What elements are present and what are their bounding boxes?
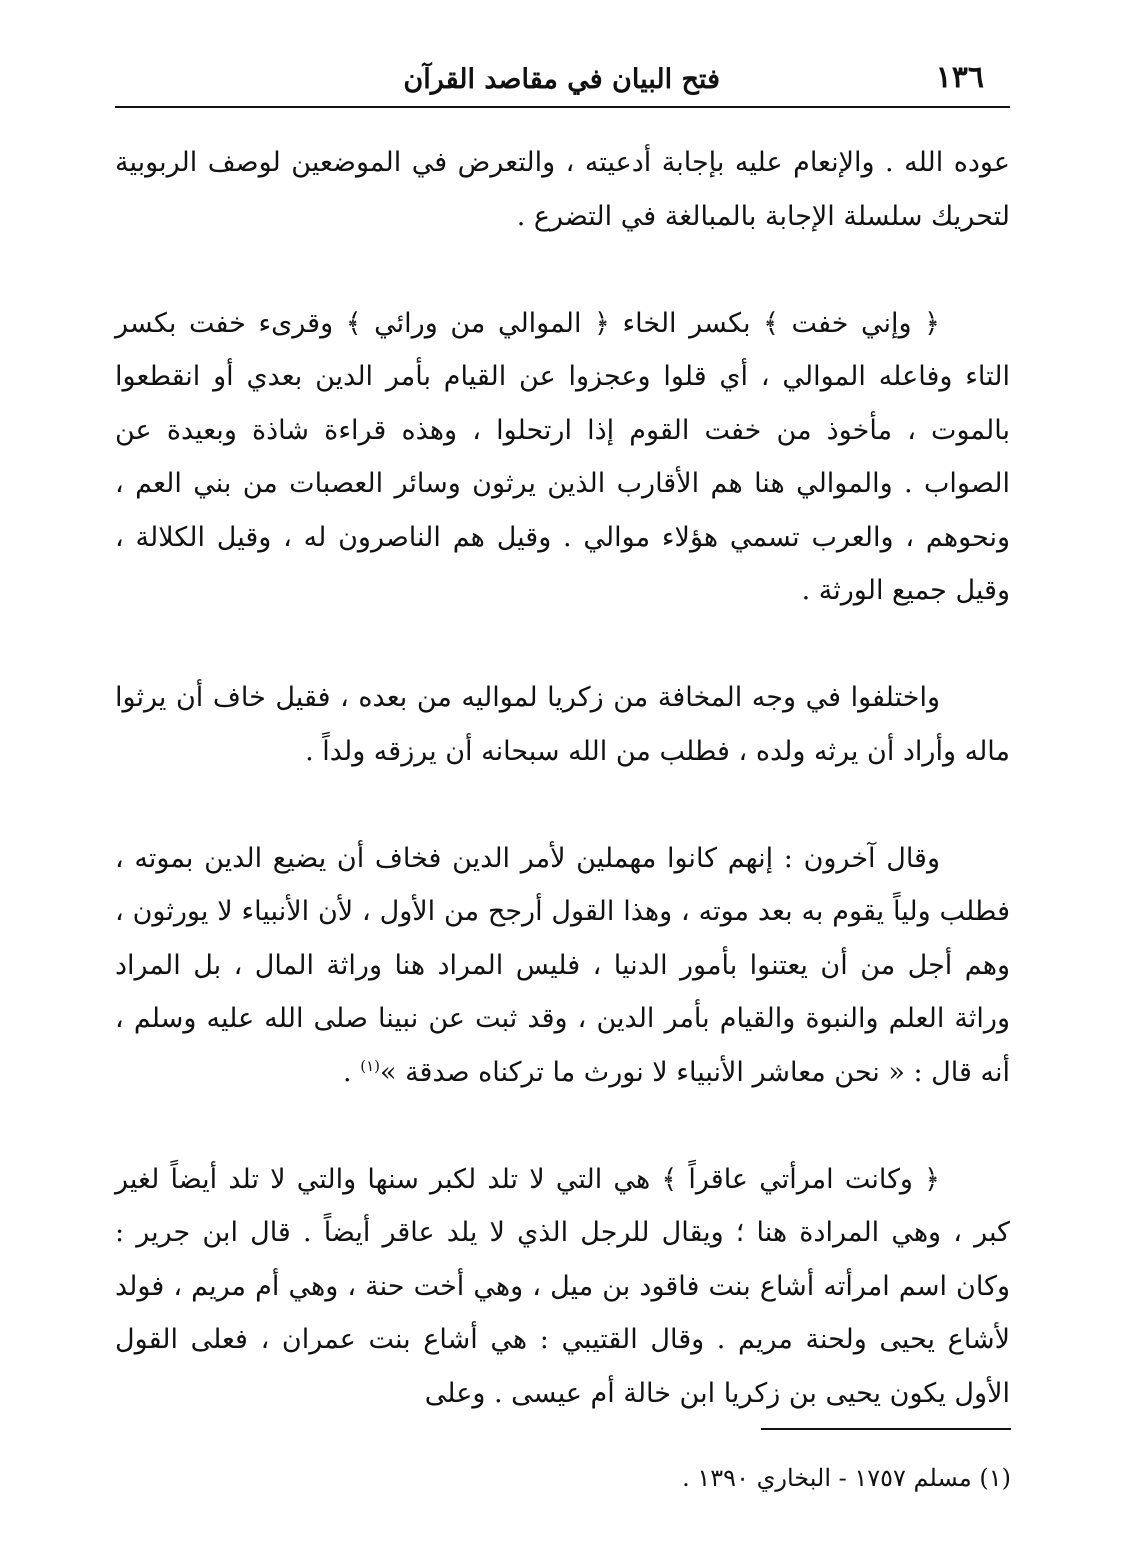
paragraph: عوده الله . والإنعام عليه بإجابة أدعيته ، والتعرض في الموضعين لوصف الربوبية لتحريك سلسلة الإجابة بالمبالغة في التضرع . (115, 147, 1010, 232)
paragraph-text: وقال آخرون : إنهم كانوا مهملين لأمر الدين فخاف أن يضيع الدين بموته ، فطلب ولياً يقوم به بعد موته ، وهذا القول أرجح من الأول ، لأن الأنبياء لا يورثون ، وهم أجل من أن يعتنوا بأمور الدنيا ، فليس المراد هنا وراثة المال ، بل المراد وراثة العلم والنبوة والقيام بأمر الدين ، وقد ثبت عن نبينا صلى الله عليه وسلم ، أنه قال : « نحن معاشر الأنبياء لا نورث ما تركناه صدقة » (115, 842, 1010, 1088)
paragraph-tail: . (343, 1056, 361, 1088)
book-title: فتح البيان في مقاصد القرآن (403, 64, 720, 95)
paragraph: ﴿ وكانت امرأتي عاقراً ﴾ هي التي لا تلد لكبر سنها والتي لا تلد أيضاً لغير كبر ، وهي المرادة هنا ؛ ويقال للرجل الذي لا يلد عاقر أيضاً . قال ابن جرير : وكان اسم امرأته أشاع بنت فاقود بن ميل ، وهي أخت حنة ، وهي أم مريم ، فولد لأشاع يحيى ولحنة مريم . وقال القتيبي : هي أشاع بنت عمران ، فعلى القول الأول يكون يحيى بن زكريا ابن خالة أم عيسى . وعلى (115, 1163, 1010, 1409)
page-number: ١٣٦ (935, 60, 984, 95)
body-text (115, 136, 1010, 1474)
footnote-reference: (١) (360, 1056, 380, 1075)
paragraph: واختلفوا في وجه المخافة من زكريا لمواليه من بعده ، فقيل خاف أن يرثوا ماله وأراد أن يرثه ولده ، فطلب من الله سبحانه أن يرزقه ولداً . (115, 682, 1010, 767)
paragraph: ﴿ وإني خفت ﴾ بكسر الخاء ﴿ الموالي من ورائي ﴾ وقرىء خفت بكسر التاء وفاعله الموالي ، أي قلوا وعجزوا عن القيام بأمر الدين بعدي أو انقطعوا بالموت ، مأخوذ من خفت القوم إذا ارتحلوا ، وهذه قراءة شاذة وبعيدة عن الصواب . والموالي هنا هم الأقارب الذين يرثون وسائر العصبات من بني العم ، ونحوهم ، والعرب تسمي هؤلاء موالي . وقيل هم الناصرون له ، وقيل الكلالة ، وقيل جميع الورثة . (115, 307, 1010, 606)
footnote: (١) مسلم ١٧٥٧ - البخاري ١٣٩٠ . (682, 1464, 1011, 1492)
paragraph (115, 832, 1010, 1100)
page-header (115, 56, 1010, 108)
footnote-separator (761, 1428, 1011, 1430)
